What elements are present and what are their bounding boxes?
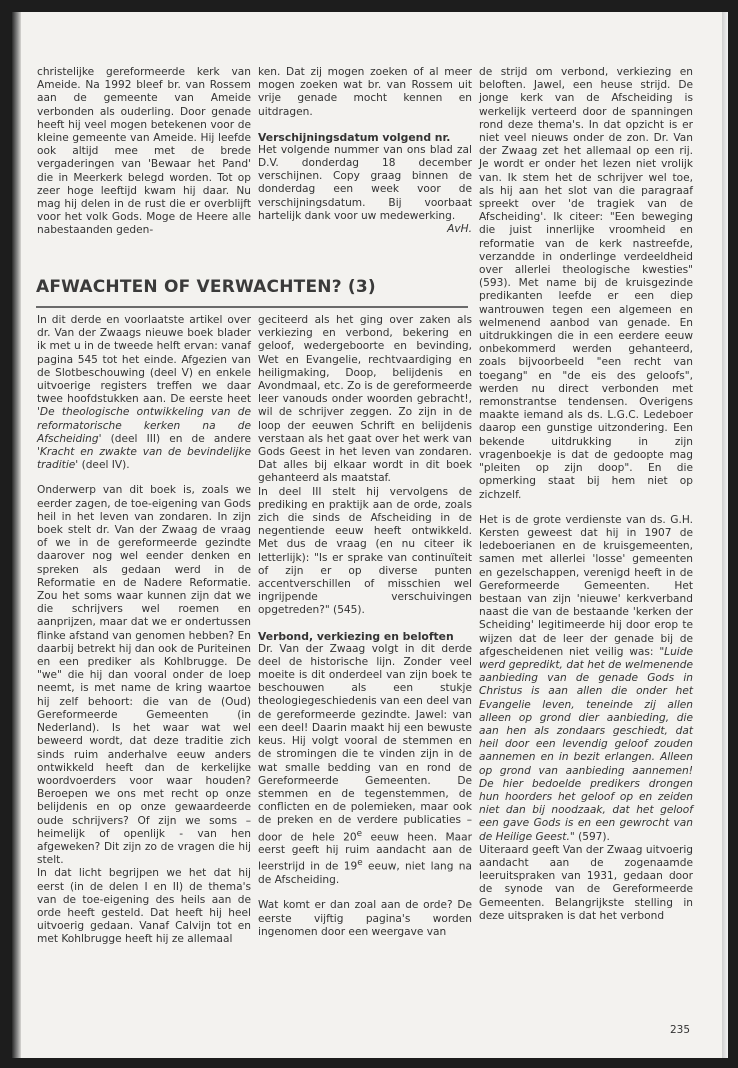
notice-heading: Verschijningsdatum volgend nr. [258, 130, 451, 144]
section-heading: Verbond, verkiezing en beloften [258, 629, 454, 643]
book-part-title-2: 'Kracht en zwakte van de bevindelijke traditie' [37, 446, 251, 472]
article-paragraph: Het is de grote verdienste van ds. G.H. Kersten geweest dat hij in 1907 de ledeboerianen en de kruisgemeenten, samen met allerlei 'losse' gemeenten en gezelschappen, verenigd heeft in de Gereformeerde Gemeenten. Het bestaan van zijn 'nieuwe' kerkverband naast die van de bestaande 'kerken der Scheiding' legitimeerde hij door erop te wijzen dat de leer der genade bij de afgescheidenen niet veilig was: "Luide werd gepredikt, dat het de welmenende aanbieding van de genade Gods in Christus is aan allen die onder het Evangelie leven, teneinde zij allen alleen op grond dier aanbieding, die aan hen als zondaars geschiedt, dat heil door een levendig geloof zouden aannemen en in bezit erlangen. Alleen op grond van aanbieding aannemen! De hier bedoelde predikers drongen hun hoorders het geloof op en zeiden niet dan bij noodzaak, dat het geloof een gave Gods is en een gewrocht van de Heilige Geest." (597). [479, 513, 693, 843]
book-part-title-1: 'De theologische ontwikkeling van de reformatorische kerken na de Afscheiding' [37, 406, 251, 445]
quotation: "Luide werd gepredikt, dat het de welmenende aanbieding van de genade Gods in Christus is aan allen die onder het Evangelie leven, teneinde zij allen alleen op grond dier aanbieding, die aan hen als zondaars geschiedt, dat heil door een levendig geloof zouden aannemen en in bezit erlangen. Alleen op grond van aanbieding aannemen! De hier bedoelde predikers drongen hun hoorders het geloof op en zeiden niet dan bij noodzaak, dat het geloof een gave Gods is en een gewrocht van de Heilige Geest." [479, 645, 693, 843]
obituary-column-left [37, 66, 251, 238]
article-column-1 [37, 314, 251, 947]
article-paragraph: In deel III stelt hij vervolgens de prediking en praktijk aan de orde, zoals zich die sinds de Afscheiding in de negentiende eeuw heeft ontwikkeld. Met dus de vraag (en nu citeer ik letterlijk): "Is er sprake van continuïteit of zijn er op diverse punten accentverschillen of misschien wel ingrijpende verschuivingen opgetreden?" (545). [258, 485, 472, 617]
binding-shadow [12, 12, 21, 1058]
obituary-text-part2: ken. Dat zij mogen zoeken of al meer mogen zoeken wat br. van Rossem uit vrije genade mocht kennen en uitdragen. [258, 66, 472, 118]
article-paragraph: Wat komt er dan zoal aan de orde? De eerste vijftig pagina's worden ingenomen door een weergave van [258, 899, 472, 938]
article-paragraph: In dat licht begrijpen we het dat hij eerst (in de delen I en II) de thema's van de toe-eigening des heils aan de orde heeft gesteld. Dat heeft hij heel uitvoerig gedaan. Vanaf Calvijn tot en met Kohlbrugge heeft hij ze allemaal [37, 867, 251, 946]
obituary-text-part1: christelijke gereformeerde kerk van Ameide. Na 1992 bleef br. van Rossem aan de gemeente van Ameide verbonden als ouderling. Door genade heeft hij veel mogen betekenen voor de kleine gemeente van Ameide. Hij leefde ook altijd mee met de brede vergaderingen van 'Bewaar het Pand' die in Meerkerk belegd worden. Tot op zeer hoge leeftijd kwam hij daar. Nu mag hij delen in de rust die er overblijft voor het volk Gods. Moge de Heere alle nabestaanden geden- [37, 66, 251, 237]
article-intro-paragraph: In dit derde en voorlaatste artikel over dr. Van der Zwaags nieuwe boek blader ik met u in de tweede helft ervan: vanaf pagina 545 tot het einde. Afgezien van de Slotbeschouwing (deel V) en enkele uitvoerige registers treffen we daar twee hoofdstukken aan. De eerste heet 'De theologische ontwikkeling van de reformatorische kerken na de Afscheiding' (deel III) en de andere 'Kracht en zwakte van de bevindelijke traditie' (deel IV). [37, 314, 251, 472]
article-column-3 [479, 66, 693, 923]
article-paragraph: Dr. Van der Zwaag volgt in dit derde deel de historische lijn. Zonder veel moeite is dit onderdeel van zijn boek te beschouwen als een stukje theologiegeschiedenis van een deel van de gereformeerde gezindte. Jawel: van een deel! Daarin maakt hij een bewuste keus. Hij volgt vooral de stemmen en de stromingen die te vinden zijn in de wat smalle bedding van en rond de Gereformeerde Gemeenten. De stemmen en de tegenstemmen, de conflicten en de polemieken, maar ook de preken en de verdere publicaties – door de hele 20e eeuw heen. Maar eerst geeft hij ruim aandacht aan de leerstrijd in de 19e eeuw, niet lang na de Afscheiding. [258, 642, 473, 887]
article-title: AFWACHTEN OF VERWACHTEN? (3) [36, 277, 376, 297]
notice-signature: AvH. [447, 223, 472, 236]
page-edge [722, 12, 728, 1058]
magazine-page [12, 12, 728, 1058]
article-paragraph: de strijd om verbond, verkiezing en beloften. Jawel, een heuse strijd. De jonge kerk van de Afscheiding is werkelijk verteerd door de spanningen rond deze thema's. In dat opzicht is er niet veel nieuws onder de zon. Dr. Van der Zwaag zet het allemaal op een rij. Je wordt er onder het lezen niet vrolijk van. Ik stem het de schrijver wel toe, als hij aan het slot van die paragraaf spreekt over 'de tragiek van de Afscheiding'. Ik citeer: "Een beweging die juist innerlijke vroomheid en reformatie van de kerk nastreefde, verzandde in onderlinge verdeeldheid over allerlei theologische kwesties" (593). Met name bij de kruisgezinde predikanten leefde er een diep wantrouwen tegen een algemeen en welmenend aanbod van genade. En uitdrukkingen die in een eerdere eeuw onbekommerd werden gehanteerd, zoals bijvoorbeeld "een recht van toegang" en "de eis des geloofs", werden nu direct verbonden met remonstrantse tendensen. Overigens maakte iemand als ds. L.G.C. Ledeboer daarop een gunstige uitzondering. Een bekende uitdrukking in zijn vragenboekje is dat de gedoopte mag "pleiten op zijn doop". En die opmerking staat bij hem niet op zichzelf. [479, 66, 693, 501]
article-paragraph: Onderwerp van dit boek is, zoals we eerder zagen, de toe-eigening van Gods heil in het leven van zondaren. In zijn boek stelt dr. Van der Zwaag de vraag of we in de gereformeerde gezindte daarover nog wel eender denken en spreken als gedaan werd in de Reformatie en de Nadere Reformatie. Zou het soms waar kunnen zijn dat we die schrijvers wel roemen en aanprijzen, maar dat we er ondertussen flinke afstand van genomen hebben? En daarbij betrekt hij dan ook de Puriteinen en een prediker als Kohlbrugge. De "we" die hij dan vooral onder de loep neemt, is met name de kring waartoe hij zelf behoort: die van de (Oud) Gereformeerde Gemeenten (in Nederland). Is het waar wat wel beweerd wordt, dat deze traditie zich sinds ruim anderhalve eeuw anders ontwikkeld heeft dan de kerkelijke woordvoerders voor waar houden? Beroepen we ons met recht op onze belijdenis en op onze gewaardeerde oude schrijvers? Of zijn we soms – heimelijk of openlijk - van hen afgeweken? Dit zijn zo de vragen die hij stelt. [37, 484, 251, 867]
obituary-column-middle [258, 66, 472, 236]
article-paragraph: geciteerd als het ging over zaken als verkiezing en verbond, bekering en geloof, wedergeboorte en bevinding, Wet en Evangelie, rechtvaardiging en heiligmaking, Doop, belijdenis en Avondmaal, etc. Zo is de gereformeerde leer vanouds onder woorden gebracht!, wil de schrijver zeggen. Zo zijn in de loop der eeuwen Schrift en belijdenis verstaan als het gaat over het werk van Gods Geest in het leven van zondaren. Dat alles bij elkaar wordt in dit boek gehanteerd als maatstaf. [258, 314, 472, 485]
article-column-2 [258, 314, 472, 939]
notice-text: Het volgende nummer van ons blad zal D.V. donderdag 18 december verschijnen. Copy graag binnen de donderdag een week voor de verschijningsdatum. Bij voorbaat hartelijk dank voor uw medewerking. [258, 143, 472, 222]
article-paragraph: Uiteraard geeft Van der Zwaag uitvoerig aandacht aan de zogenaamde leeruitspraken van 1931, gedaan door de synode van de Gereformeerde Gemeenten. Belangrijkste stelling in deze uitspraken is dat het verbond [479, 843, 693, 922]
title-rule [36, 306, 468, 308]
page-number: 235 [669, 1024, 690, 1036]
